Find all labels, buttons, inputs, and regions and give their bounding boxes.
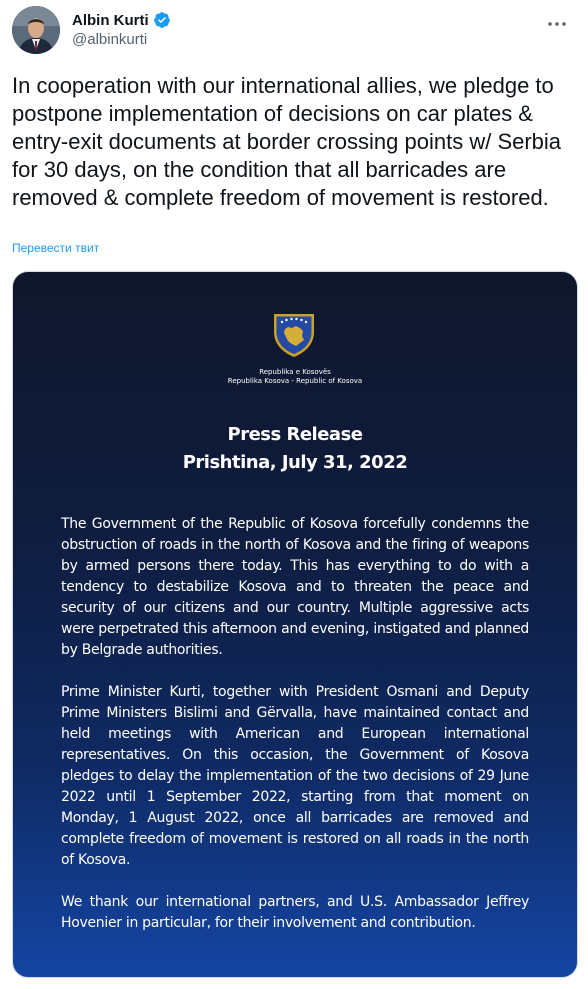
more-options-button[interactable] [540,10,574,36]
avatar[interactable] [12,6,60,54]
republic-name-line1: Republika e Kosovës [259,368,331,376]
translate-tweet-link[interactable]: Перевести твит [12,241,100,255]
tweet-header [12,6,576,56]
author-info [72,10,171,48]
press-release-body [61,514,529,955]
kosovo-emblem-icon [272,312,316,358]
press-release-title: Press Release [227,424,363,445]
press-release-paragraph: The Government of the Republic of Kosova forcefully condemns the obstruction of roads in the north of Kosova and the firing of weapons by armed persons there today. This has everything to do with a tendency to destabilize Kosova and to threaten the peace and security of our citizens and our country. Multiple aggressive acts were perpetrated this afternoon and evening, instigated and planned by Belgrade authorities. [61,516,529,658]
display-name[interactable]: Albin Kurti [72,11,149,29]
name-row [72,10,171,30]
tweet-text: In cooperation with our international allies, we pledge to postpone implementation of decisions on car plates & entry-exit documents at border crossing points w/ Serbia for 30 days, on the condition that all barricades are removed & complete freedom of movement is restored. [12,73,562,210]
press-release-paragraph: We thank our international partners, and U.S. Ambassador Jeffrey Hovenier in particular, for their involvement and contribution. [61,894,529,931]
tweet-media-image[interactable] [12,271,578,978]
user-handle[interactable]: @albinkurti [72,31,148,48]
verified-badge-icon [153,11,171,29]
press-release-date: Prishtina, July 31, 2022 [182,452,408,473]
more-dots-icon [547,14,567,32]
republic-name-line2: Republika Kosova - Republic of Kosova [227,377,363,385]
press-release-paragraph: Prime Minister Kurti, together with President Osmani and Deputy Prime Ministers Bislimi and Gërvalla, have maintained contact and held meetings with American and European international representatives. On this occasion, the Government of Kosova pledges to delay the implementation of the two decisions of 29 June 2022 until 1 September 2022, starting from that moment on Monday, 1 August 2022, once all barricades are removed and complete freedom of movement is restored on all roads in the north of Kosova. [61,684,529,868]
